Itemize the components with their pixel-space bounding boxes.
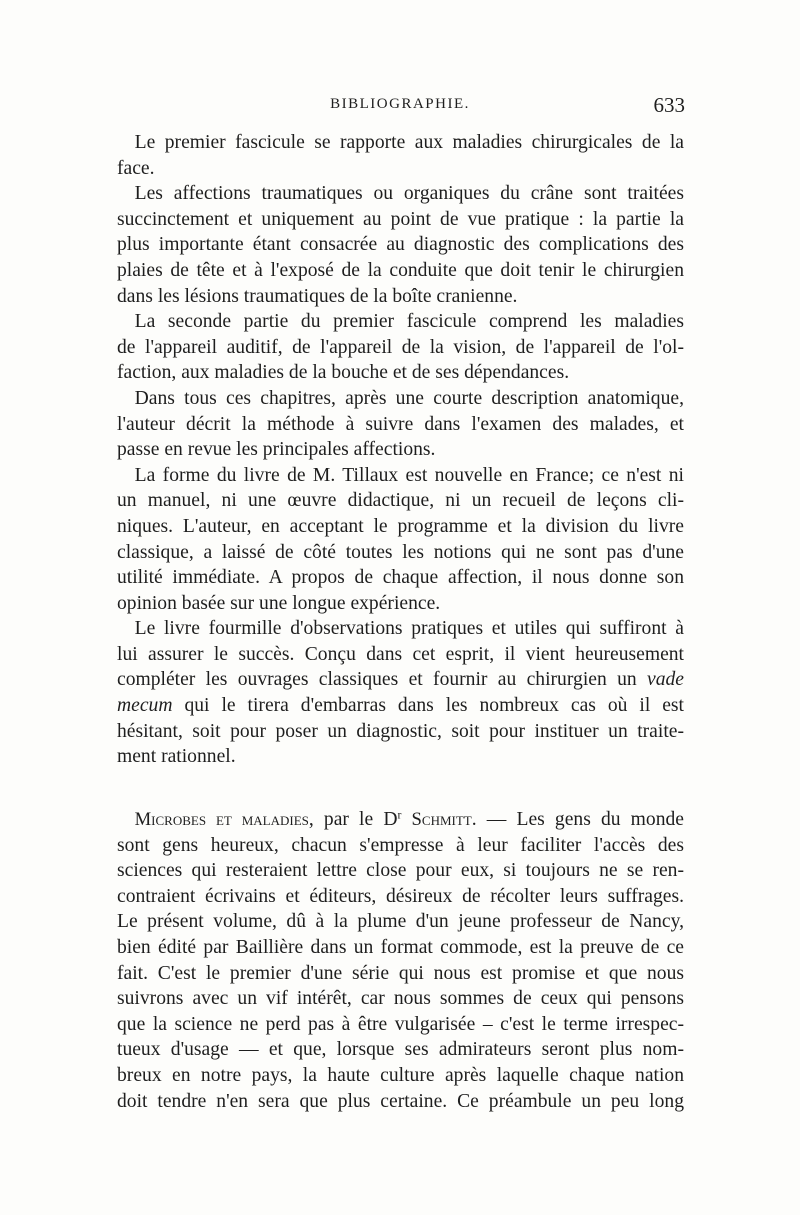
paragraph-first-fascicle (117, 130, 684, 181)
text-line: tueux d'usage — et que, lorsque ses admirateurs seront plus nom- (117, 1039, 684, 1061)
review-tillaux-continued (117, 130, 684, 770)
paragraph-second-part (117, 309, 684, 386)
text-fragment: Les gens du monde (516, 809, 684, 830)
book-author: Schmitt (411, 809, 472, 830)
text-line: plaies de tête et à l'exposé de la conduite que doit tenir le chirurgien (117, 259, 684, 281)
text-line: sont gens heureux, chacun s'empresse à leur faciliter l'accès des (117, 834, 684, 856)
text-line: La forme du livre de M. Tillaux est nouvelle en France; ce n'est ni (134, 464, 684, 486)
text-line: Le livre fourmille d'observations pratiques et utiles qui suffiront à (134, 618, 684, 640)
text-line: lui assurer le succès. Conçu dans cet esprit, il vient heureusement (117, 643, 684, 665)
book-title: Microbes et maladies (134, 809, 309, 830)
text-line (117, 667, 684, 693)
text-line: utilité immédiate. A propos de chaque affection, il nous donne son (117, 567, 684, 589)
text-line: ment rationnel. (117, 746, 236, 768)
paragraph-observations (117, 616, 684, 770)
running-title: BIBLIOGRAPHIE. (330, 96, 470, 112)
text-fragment: compléter les ouvrages classiques et fournir au chirurgien un (117, 669, 647, 691)
text-line: Le présent volume, dû à la plume d'un jeune professeur de Nancy, (117, 911, 684, 933)
text-line: niques. L'auteur, en acceptant le programme et la division du livre (117, 515, 684, 537)
text-line: Les affections traumatiques ou organiques du crâne sont traitées (134, 183, 684, 205)
paragraph-book-form (117, 463, 684, 617)
review-heading-line (117, 807, 684, 833)
paragraph-cranial-affections (117, 181, 684, 309)
italic-term: mecum (117, 695, 173, 717)
text-line (117, 693, 684, 719)
running-head (115, 93, 685, 126)
text-line: dans les lésions traumatiques de la boîte cranienne. (117, 285, 518, 307)
text-line: de l'appareil auditif, de l'appareil de la vision, de l'appareil de l'ol- (117, 336, 684, 358)
text-line: hésitant, soit pour poser un diagnostic, soit pour instituer un traite- (117, 720, 684, 742)
superscript: r (397, 808, 402, 822)
text-line: face. (117, 157, 155, 179)
text-line: que la science ne perd pas à être vulgarisée – c'est le terme irrespec- (117, 1013, 684, 1035)
text-line: succinctement et uniquement au point de vue pratique : la partie la (117, 208, 684, 230)
paragraph-chapters (117, 386, 684, 463)
text-fragment: qui le tirera d'embarras dans les nombreux cas où il est (172, 695, 684, 717)
text-fragment: , par le D (308, 809, 398, 830)
text-line: bien édité par Baillière dans un format commode, est la preuve de ce (117, 936, 684, 958)
text-line: La seconde partie du premier fascicule comprend les maladies (134, 311, 684, 333)
text-line: breux en notre pays, la haute culture après laquelle chaque nation (117, 1064, 684, 1086)
review-microbes-et-maladies (117, 807, 684, 1114)
text-line: passe en revue les principales affections. (117, 439, 436, 461)
text-line: sciences qui resteraient lettre close pour eux, si toujours ne se ren- (117, 860, 684, 882)
text-line: faction, aux maladies de la bouche et de ses dépendances. (117, 362, 570, 384)
text-line: plus importante étant consacrée au diagnostic des complications des (117, 234, 684, 256)
text-fragment: . — (471, 809, 517, 830)
text-line: opinion basée sur une longue expérience. (117, 592, 441, 614)
text-line: suivrons avec un vif intérêt, car nous sommes de ceux qui pensons (117, 988, 684, 1010)
text-line: un manuel, ni une œuvre didactique, ni un recueil de leçons cli- (117, 490, 684, 512)
text-line: classique, a laissé de côté toutes les notions qui ne sont pas d'une (117, 541, 684, 563)
italic-term: vade (647, 669, 684, 691)
page-number: 633 (653, 93, 685, 117)
text-line: Le premier fascicule se rapporte aux maladies chirurgicales de la (134, 132, 684, 153)
text-line: Dans tous ces chapitres, après une courte description anatomique, (134, 387, 684, 409)
text-line: contraient écrivains et éditeurs, désireux de récolter leurs suffrages. (117, 885, 684, 907)
text-line: doit tendre n'en sera que plus certaine. Ce préambule un peu long (117, 1090, 684, 1112)
paragraph-microbes (117, 807, 684, 1114)
text-line: fait. C'est le premier d'une série qui nous est promise et que nous (117, 962, 684, 984)
text-line: l'auteur décrit la méthode à suivre dans l'examen des malades, et (117, 413, 684, 435)
